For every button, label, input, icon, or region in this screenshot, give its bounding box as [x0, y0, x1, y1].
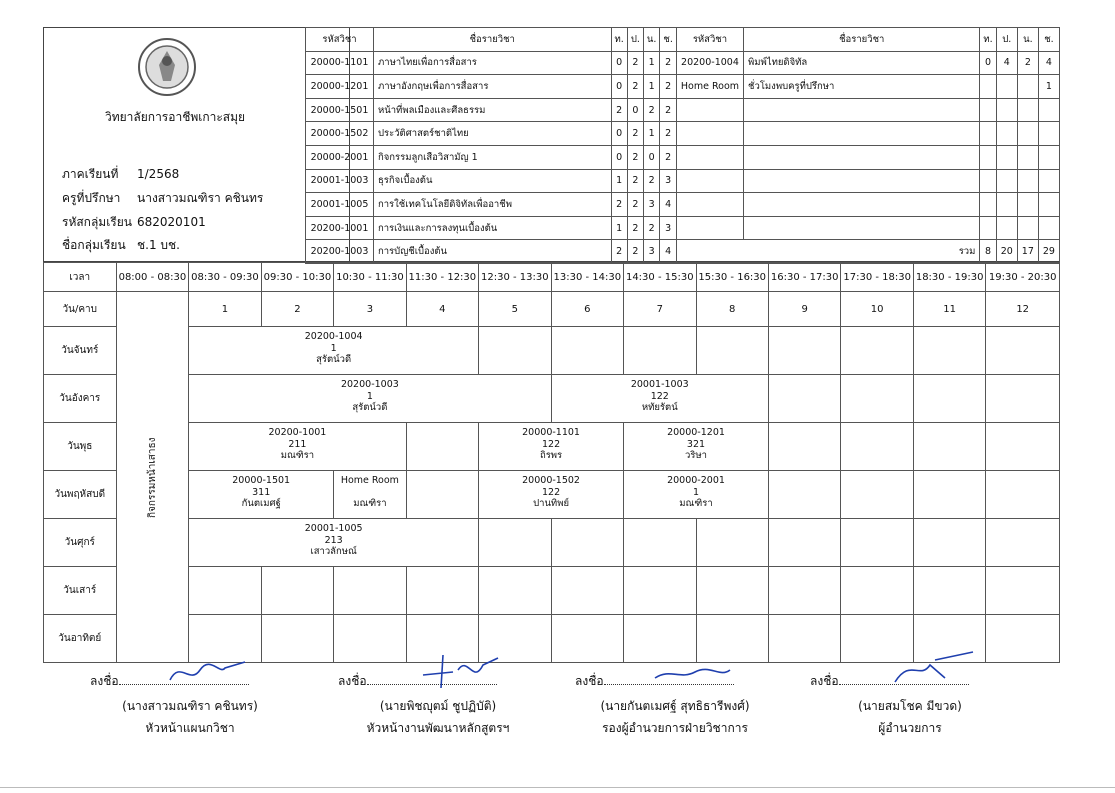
- class-code: 20000-1101: [522, 427, 580, 438]
- subject-name: ภาษาไทยเพื่อการสื่อสาร: [373, 51, 611, 75]
- class-teacher: ถิรพร: [539, 450, 563, 461]
- day-row: [44, 471, 1060, 519]
- subject-empty-cell: [744, 122, 980, 146]
- subject-n: [1017, 75, 1038, 99]
- subject-code: 20000-1201: [306, 75, 374, 99]
- subject-row: [306, 240, 1060, 264]
- empty-slot: [841, 471, 913, 519]
- class-block[interactable]: [624, 423, 769, 471]
- subject-empty-cell: [1017, 169, 1038, 193]
- subject-p: 2: [627, 145, 643, 169]
- class-room: 321: [686, 438, 706, 450]
- info-group-name: [62, 236, 180, 255]
- subject-empty-cell: [1038, 169, 1059, 193]
- class-teacher: กันตเมศฐ์: [241, 498, 281, 509]
- subject-header-name: ชื่อรายวิชา: [744, 28, 980, 52]
- empty-slot: [406, 471, 478, 519]
- subject-name: หน้าที่พลเมืองและศีลธรรม: [373, 98, 611, 122]
- day-name: วันพุธ: [44, 423, 117, 471]
- day-name: วันอังคาร: [44, 375, 117, 423]
- time-slot: 17:30 - 18:30: [841, 263, 913, 292]
- time-slot: 15:30 - 16:30: [696, 263, 768, 292]
- class-room: 1: [692, 486, 700, 498]
- period-number: 11: [913, 292, 985, 327]
- subject-code: 20000-1501: [306, 98, 374, 122]
- time-slot: 13:30 - 14:30: [551, 263, 623, 292]
- subject-t: [980, 75, 996, 99]
- empty-slot: [913, 423, 985, 471]
- empty-slot: [551, 327, 623, 375]
- empty-slot: [841, 375, 913, 423]
- class-teacher: สุรัตน์วดี: [352, 402, 388, 413]
- empty-slot: [768, 375, 840, 423]
- subject-t: 0: [980, 51, 996, 75]
- day-name: วันอาทิตย์: [44, 615, 117, 663]
- subject-t: 0: [611, 122, 627, 146]
- day-row: [44, 567, 1060, 615]
- subject-empty-cell: [676, 145, 743, 169]
- empty-slot: [913, 375, 985, 423]
- total-n: 17: [1017, 240, 1038, 264]
- subject-name: พิมพ์ไทยดิจิทัล: [744, 51, 980, 75]
- subject-empty-cell: [1038, 193, 1059, 217]
- class-code: 20000-1502: [522, 475, 580, 486]
- subject-t: 1: [611, 169, 627, 193]
- subject-empty-cell: [676, 169, 743, 193]
- subject-row: [306, 216, 1060, 240]
- subject-t: 2: [611, 240, 627, 264]
- class-room: 1: [366, 390, 373, 402]
- empty-slot: [189, 567, 261, 615]
- class-block[interactable]: [551, 375, 768, 423]
- handwritten-signature-icon: [885, 650, 975, 690]
- subject-p: 2: [627, 169, 643, 193]
- subject-header-n: น.: [1017, 28, 1038, 52]
- subject-header-n: น.: [643, 28, 660, 52]
- subject-name: ภาษาอังกฤษเพื่อการสื่อสาร: [373, 75, 611, 99]
- signature-prefix: ลงชื่อ: [338, 674, 367, 688]
- empty-slot: [624, 327, 696, 375]
- info-value: นางสาวมณฑิรา คชินทร: [137, 191, 264, 205]
- class-room: 122: [541, 486, 561, 498]
- class-code: 20200-1001: [268, 427, 327, 438]
- subject-code: Home Room: [676, 75, 743, 99]
- subject-code: 20200-1004: [676, 51, 743, 75]
- subject-name: ชั่วโมงพบครูที่ปรึกษา: [744, 75, 980, 99]
- subject-t: 1: [611, 216, 627, 240]
- subject-empty-cell: [676, 122, 743, 146]
- subject-header-t: ท.: [980, 28, 996, 52]
- subject-p: 2: [627, 51, 643, 75]
- class-room: 311: [252, 486, 271, 498]
- subject-p: 2: [627, 240, 643, 264]
- empty-slot: [913, 327, 985, 375]
- class-code: 20000-2001: [667, 475, 725, 486]
- empty-slot: [986, 375, 1060, 423]
- subject-c: 3: [660, 216, 676, 240]
- class-room: 1: [330, 342, 337, 354]
- class-code: 20000-1501: [232, 475, 291, 486]
- subject-c: 4: [1038, 51, 1059, 75]
- day-row: [44, 519, 1060, 567]
- empty-slot: [986, 327, 1060, 375]
- class-block[interactable]: [479, 471, 624, 519]
- time-slot: 10:30 - 11:30: [334, 263, 406, 292]
- subject-c: 4: [660, 193, 676, 217]
- empty-slot: [696, 327, 768, 375]
- subject-empty-cell: [744, 193, 980, 217]
- subject-empty-cell: [1017, 98, 1038, 122]
- empty-slot: [768, 615, 840, 663]
- subject-p: [996, 75, 1017, 99]
- class-teacher: หทัยรัตน์: [641, 402, 678, 413]
- class-code: Home Room: [340, 475, 399, 486]
- signature-prefix: ลงชื่อ: [90, 674, 119, 688]
- subject-t: 2: [611, 193, 627, 217]
- empty-slot: [624, 519, 696, 567]
- empty-slot: [551, 615, 623, 663]
- page-bottom-rule: [0, 787, 1115, 788]
- period-number: 12: [986, 292, 1060, 327]
- subject-empty-cell: [980, 193, 996, 217]
- period-label: วัน/คาบ: [44, 292, 117, 327]
- class-block[interactable]: [334, 471, 406, 519]
- empty-slot: [479, 567, 551, 615]
- class-teacher: วริษา: [684, 450, 708, 461]
- subject-p: 2: [627, 75, 643, 99]
- time-slot: 12:30 - 13:30: [479, 263, 551, 292]
- subject-empty-cell: [1038, 98, 1059, 122]
- subject-row: [306, 98, 1060, 122]
- subject-p: 2: [627, 216, 643, 240]
- subject-t: 0: [611, 75, 627, 99]
- class-room: 122: [541, 438, 561, 450]
- subject-empty-cell: [980, 122, 996, 146]
- subject-c: 4: [660, 240, 676, 264]
- subject-n: 3: [643, 193, 660, 217]
- subject-empty-cell: [1038, 216, 1059, 240]
- subject-c: 2: [660, 145, 676, 169]
- day-name: วันเสาร์: [44, 567, 117, 615]
- subject-empty-cell: [980, 145, 996, 169]
- subject-p: 2: [627, 193, 643, 217]
- subject-row: [306, 145, 1060, 169]
- subject-c: 2: [660, 75, 676, 99]
- time-slot: 11:30 - 12:30: [406, 263, 478, 292]
- subject-c: 3: [660, 169, 676, 193]
- subject-t: 0: [611, 145, 627, 169]
- subject-empty-cell: [676, 216, 743, 240]
- signer-position: หัวหน้าแผนกวิชา: [145, 721, 235, 735]
- subject-n: 0: [643, 145, 660, 169]
- info-value: 1/2568: [137, 167, 180, 181]
- info-label: รหัสกลุ่มเรียน: [62, 215, 132, 229]
- info-value: 682020101: [137, 215, 206, 229]
- period-number: 10: [841, 292, 913, 327]
- empty-slot: [479, 327, 551, 375]
- subject-empty-cell: [996, 145, 1017, 169]
- empty-slot: [768, 423, 840, 471]
- total-p: 20: [996, 240, 1017, 264]
- signature-prefix: ลงชื่อ: [810, 674, 839, 688]
- signature-prefix: ลงชื่อ: [575, 674, 604, 688]
- subject-p: 2: [627, 122, 643, 146]
- subject-empty-cell: [744, 98, 980, 122]
- class-teacher: มณฑิรา: [679, 498, 713, 509]
- subject-table: [305, 27, 1060, 264]
- class-code: 20001-1003: [630, 379, 689, 390]
- empty-slot: [551, 519, 623, 567]
- signer-position: หัวหน้างานพัฒนาหลักสูตรฯ: [366, 721, 510, 735]
- subject-t: 0: [611, 51, 627, 75]
- subject-empty-cell: [1017, 145, 1038, 169]
- empty-slot: [261, 567, 333, 615]
- info-advisor: [62, 189, 263, 208]
- class-block[interactable]: [189, 471, 334, 519]
- class-block[interactable]: [479, 423, 624, 471]
- empty-slot: [913, 471, 985, 519]
- subject-name: การเงินและการลงทุนเบื้องต้น: [373, 216, 611, 240]
- empty-slot: [406, 567, 478, 615]
- subject-name: กิจกรรมลูกเสือวิสามัญ 1: [373, 145, 611, 169]
- class-code: 20200-1004: [304, 331, 363, 342]
- subject-empty-cell: [980, 216, 996, 240]
- subject-name: การบัญชีเบื้องต้น: [373, 240, 611, 264]
- info-label: ชื่อกลุ่มเรียน: [62, 238, 126, 252]
- empty-slot: [841, 423, 913, 471]
- period-number: 5: [479, 292, 551, 327]
- empty-slot: [986, 471, 1060, 519]
- handwritten-signature-icon: [165, 650, 255, 690]
- handwritten-signature-icon: [650, 650, 740, 690]
- subject-empty-cell: [744, 216, 980, 240]
- empty-slot: [406, 423, 478, 471]
- subject-n: 1: [643, 122, 660, 146]
- flag-ceremony-activity: กิจกรรมหน้าเสาธง: [116, 292, 189, 663]
- time-slot: 08:00 - 08:30: [116, 263, 189, 292]
- subject-header-c: ช.: [660, 28, 676, 52]
- empty-slot: [986, 423, 1060, 471]
- subject-name: ประวัติศาสตร์ชาติไทย: [373, 122, 611, 146]
- subject-n: 2: [643, 169, 660, 193]
- period-row: [44, 292, 1060, 327]
- subject-header-name: ชื่อรายวิชา: [373, 28, 611, 52]
- period-number: 3: [334, 292, 406, 327]
- subject-code: 20000-1101: [306, 51, 374, 75]
- subject-n: 3: [643, 240, 660, 264]
- empty-slot: [913, 519, 985, 567]
- subject-code: 20000-2001: [306, 145, 374, 169]
- empty-slot: [696, 567, 768, 615]
- empty-slot: [986, 615, 1060, 663]
- subject-empty-cell: [744, 169, 980, 193]
- subject-empty-cell: [1017, 122, 1038, 146]
- subject-empty-cell: [676, 98, 743, 122]
- subject-header-row: [306, 28, 1060, 52]
- subject-code: 20200-1001: [306, 216, 374, 240]
- day-name: วันศุกร์: [44, 519, 117, 567]
- subject-empty-cell: [744, 145, 980, 169]
- class-block[interactable]: [189, 423, 406, 471]
- time-slot: 19:30 - 20:30: [986, 263, 1060, 292]
- subject-code: 20001-1005: [306, 193, 374, 217]
- college-name: วิทยาลัยการอาชีพเกาะสมุย: [105, 110, 246, 124]
- subject-name: ธุรกิจเบื้องต้น: [373, 169, 611, 193]
- subject-p: 4: [996, 51, 1017, 75]
- class-teacher: เสาวลักษณ์: [310, 546, 357, 557]
- empty-slot: [334, 567, 406, 615]
- subject-p: 0: [627, 98, 643, 122]
- subject-empty-cell: [996, 169, 1017, 193]
- subject-empty-cell: [676, 193, 743, 217]
- subject-header-c: ช.: [1038, 28, 1059, 52]
- class-room: 211: [288, 438, 307, 450]
- empty-slot: [768, 471, 840, 519]
- subject-empty-cell: [1038, 145, 1059, 169]
- subject-n: 1: [643, 75, 660, 99]
- period-number: 1: [189, 292, 261, 327]
- signer-name: (นายกันตเมศฐ์ สุทธิธารีพงศ์): [600, 699, 750, 713]
- empty-slot: [696, 519, 768, 567]
- info-group-code: [62, 213, 206, 232]
- empty-slot: [261, 615, 333, 663]
- subject-empty-cell: [996, 122, 1017, 146]
- subject-header-code: รหัสวิชา: [676, 28, 743, 52]
- subject-row: [306, 51, 1060, 75]
- class-room: 122: [650, 390, 669, 402]
- subject-empty-cell: [1017, 216, 1038, 240]
- class-teacher: ปานทิพย์: [533, 498, 570, 509]
- empty-slot: [913, 567, 985, 615]
- subject-header-p: ป.: [627, 28, 643, 52]
- college-seal-icon: [137, 37, 197, 97]
- signer-name: (นายพิชญุตม์ ชูปฏิบัติ): [379, 699, 497, 713]
- subject-c: 2: [660, 51, 676, 75]
- info-term: [62, 165, 179, 184]
- time-slot: 09:30 - 10:30: [261, 263, 333, 292]
- class-block[interactable]: [189, 375, 551, 423]
- class-block[interactable]: [189, 327, 479, 375]
- subject-empty-cell: [996, 98, 1017, 122]
- subject-empty-cell: [980, 169, 996, 193]
- class-room: [334, 487, 405, 499]
- period-number: 4: [406, 292, 478, 327]
- schedule-table: [43, 262, 1060, 663]
- period-number: 8: [696, 292, 768, 327]
- time-slot: 16:30 - 17:30: [768, 263, 840, 292]
- subject-n: 1: [643, 51, 660, 75]
- subject-code: 20001-1003: [306, 169, 374, 193]
- subject-row: [306, 169, 1060, 193]
- subject-empty-cell: [1017, 193, 1038, 217]
- subject-name: การใช้เทคโนโลยีดิจิทัลเพื่ออาชีพ: [373, 193, 611, 217]
- subject-c: 2: [660, 98, 676, 122]
- subject-n: 2: [1017, 51, 1038, 75]
- class-teacher: มณฑิรา: [280, 450, 315, 461]
- subject-empty-cell: [996, 193, 1017, 217]
- empty-slot: [841, 519, 913, 567]
- period-number: 2: [261, 292, 333, 327]
- signer-name: (นางสาวมณฑิรา คชินทร): [122, 699, 258, 713]
- signer-name: (นายสมโชค มีขวด): [858, 699, 962, 713]
- time-slot: 14:30 - 15:30: [624, 263, 696, 292]
- info-value: ช.1 บช.: [137, 238, 180, 252]
- empty-slot: [986, 519, 1060, 567]
- day-name: วันพฤหัสบดี: [44, 471, 117, 519]
- period-number: 9: [768, 292, 840, 327]
- empty-slot: [624, 567, 696, 615]
- subject-header-p: ป.: [996, 28, 1017, 52]
- empty-slot: [768, 519, 840, 567]
- empty-slot: [551, 567, 623, 615]
- subject-n: 2: [643, 98, 660, 122]
- subject-n: 2: [643, 216, 660, 240]
- empty-slot: [479, 519, 551, 567]
- signer-position: ผู้อำนวยการ: [878, 721, 942, 735]
- total-t: 8: [980, 240, 996, 264]
- subject-row: [306, 122, 1060, 146]
- subject-t: 2: [611, 98, 627, 122]
- time-slot: 08:30 - 09:30: [189, 263, 261, 292]
- empty-slot: [986, 567, 1060, 615]
- class-room: 213: [324, 534, 343, 546]
- day-row: [44, 327, 1060, 375]
- period-number: 7: [624, 292, 696, 327]
- class-code: 20200-1003: [340, 379, 399, 390]
- subject-c: 1: [1038, 75, 1059, 99]
- class-code: 20000-1201: [667, 427, 725, 438]
- subject-empty-cell: [996, 216, 1017, 240]
- empty-slot: [334, 615, 406, 663]
- class-teacher: มณฑิรา: [353, 498, 387, 509]
- class-block[interactable]: [624, 471, 769, 519]
- class-code: 20001-1005: [304, 523, 363, 534]
- signer-position: รองผู้อำนวยการฝ่ายวิชาการ: [602, 721, 748, 735]
- day-row: [44, 423, 1060, 471]
- empty-slot: [768, 567, 840, 615]
- time-row: [44, 263, 1060, 292]
- subject-empty-cell: [1038, 122, 1059, 146]
- empty-slot: [841, 567, 913, 615]
- day-name: วันจันทร์: [44, 327, 117, 375]
- subject-empty-cell: [980, 98, 996, 122]
- class-teacher: สุรัตน์วดี: [316, 354, 352, 365]
- time-label: เวลา: [44, 263, 117, 292]
- subject-code: 20200-1003: [306, 240, 374, 264]
- subject-header-t: ท.: [611, 28, 627, 52]
- empty-slot: [841, 327, 913, 375]
- subject-c: 2: [660, 122, 676, 146]
- subject-code: 20000-1502: [306, 122, 374, 146]
- class-block[interactable]: [189, 519, 479, 567]
- total-label: รวม: [676, 240, 980, 264]
- info-label: ภาคเรียนที่: [62, 167, 119, 181]
- info-label: ครูที่ปรึกษา: [62, 191, 121, 205]
- subject-row: [306, 75, 1060, 99]
- empty-slot: [768, 327, 840, 375]
- subject-header-code: รหัสวิชา: [306, 28, 374, 52]
- handwritten-signature-icon: [413, 650, 503, 690]
- day-row: [44, 375, 1060, 423]
- total-c: 29: [1038, 240, 1059, 264]
- time-slot: 18:30 - 19:30: [913, 263, 985, 292]
- period-number: 6: [551, 292, 623, 327]
- subject-row: [306, 193, 1060, 217]
